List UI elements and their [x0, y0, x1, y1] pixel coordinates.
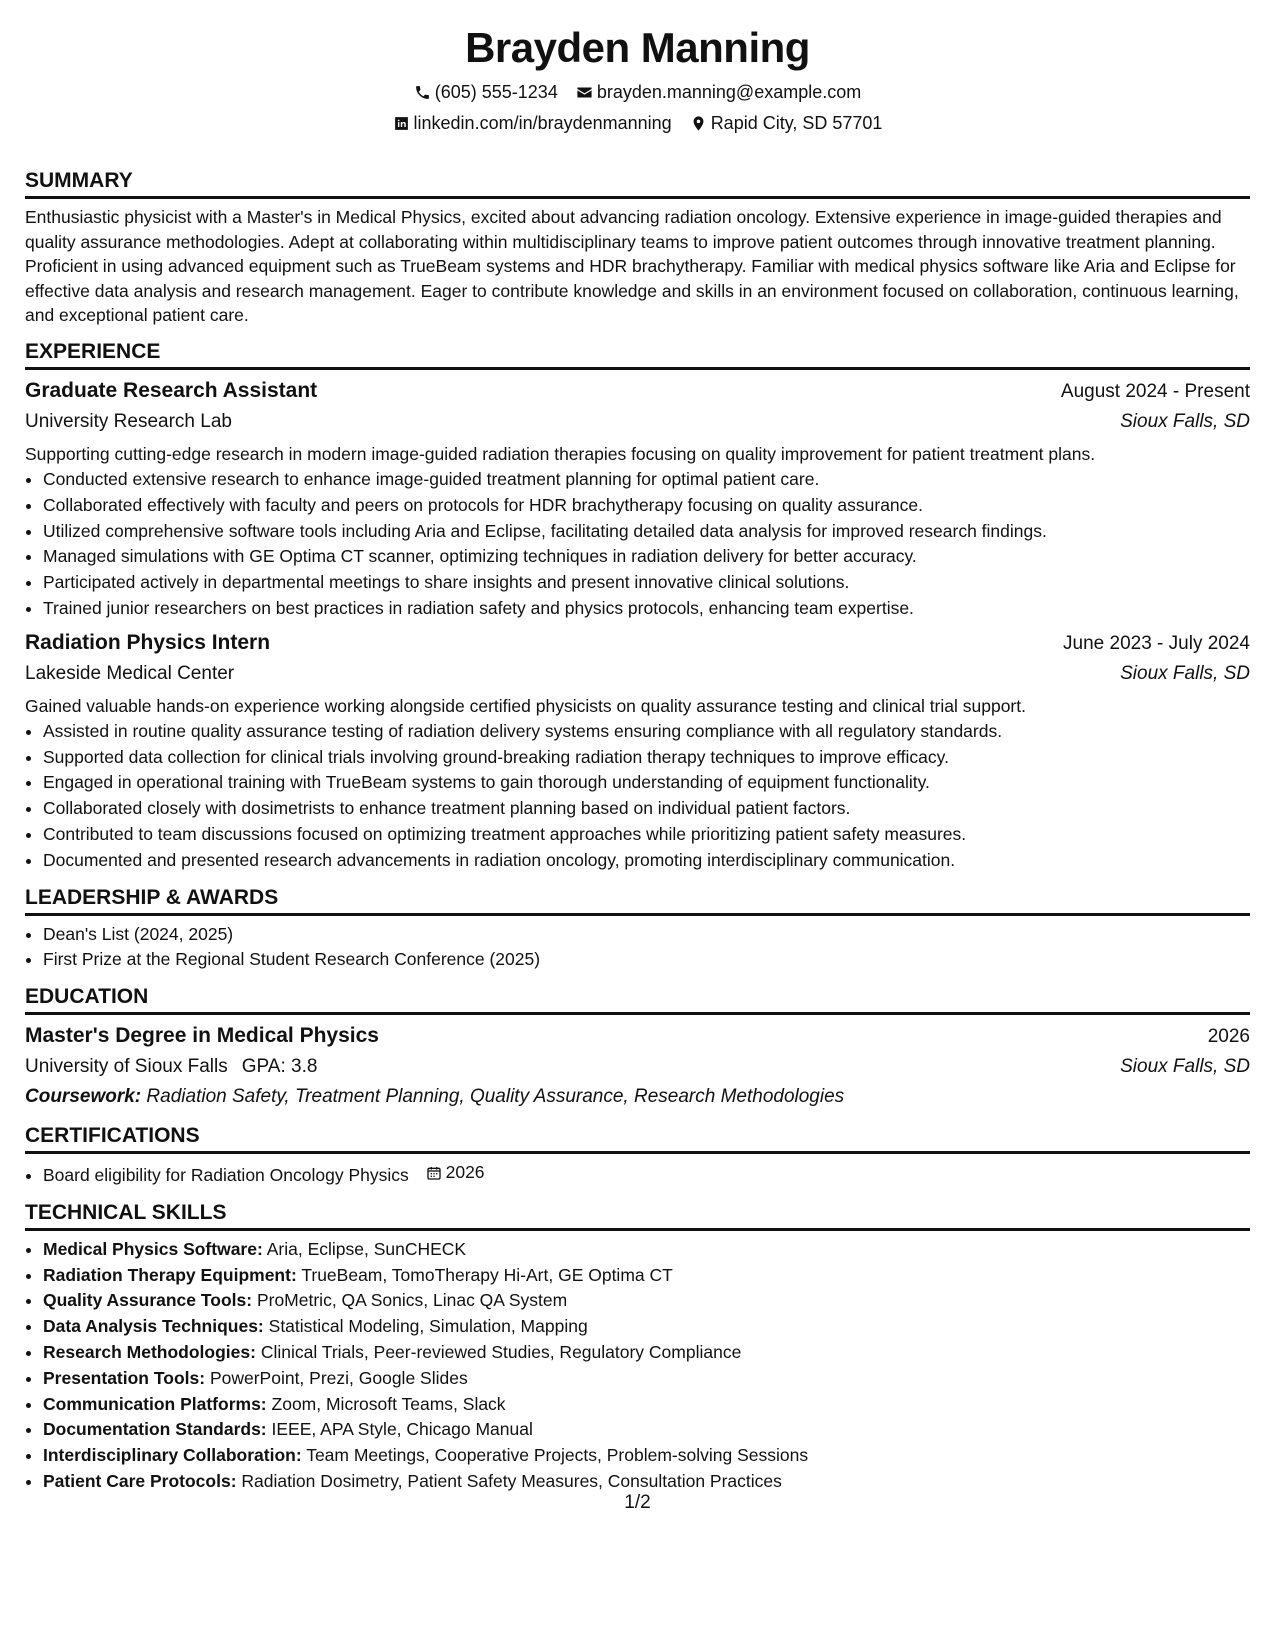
degree-year: 2026: [1207, 1026, 1250, 1048]
list-item: • Assisted in routine quality assurance testing of radiation delivery systems ensuring compliance with all regulatory standards.: [43, 719, 1250, 745]
job-organization: University Research Lab: [25, 410, 232, 432]
skill-value: ProMetric, QA Sonics, Linac QA System: [256, 1290, 568, 1311]
candidate-name: Brayden Manning: [465, 24, 810, 71]
coursework: [25, 1082, 1250, 1112]
gpa: GPA: 3.8: [241, 1056, 318, 1078]
certification-date: [426, 1160, 485, 1186]
linkedin-text: linkedin.com/in/braydenmanning: [413, 113, 672, 133]
section-title-experience: EXPERIENCE: [25, 340, 1250, 370]
skill-label: Quality Assurance Tools:: [43, 1290, 253, 1311]
certifications-list: [25, 1160, 1250, 1189]
certification-name: Board eligibility for Radiation Oncology Physics: [43, 1165, 409, 1186]
list-item: • Participated actively in departmental meetings to share insights and present innovative clinical solutions.: [43, 570, 1250, 596]
contact-location: [690, 112, 883, 134]
school-name: University of Sioux Falls: [25, 1056, 228, 1078]
skill-value: TrueBeam, TomoTherapy Hi-Art, GE Optima CT: [301, 1264, 673, 1285]
contact-row-2: [25, 112, 1250, 134]
contact-phone: [414, 81, 558, 103]
job-organization: Lakeside Medical Center: [25, 662, 235, 684]
list-item: • Managed simulations with GE Optima CT scanner, optimizing techniques in radiation delivery for better accuracy.: [43, 544, 1250, 570]
calendar-icon: [426, 1165, 442, 1181]
list-item: • First Prize at the Regional Student Research Conference (2025): [43, 947, 1250, 973]
certification-year: 2026: [445, 1162, 485, 1183]
envelope-icon: [576, 84, 593, 101]
skill-label: Research Methodologies:: [43, 1342, 256, 1362]
skill-value: IEEE, APA Style, Chicago Manual: [271, 1419, 533, 1440]
list-item: • Collaborated closely with dosimetrists to enhance treatment planning based on individual patient factors.: [43, 796, 1250, 822]
job-title: Radiation Physics Intern: [25, 630, 271, 654]
skills-list: [25, 1237, 1250, 1495]
school-line: [25, 1052, 317, 1082]
list-item: [43, 1288, 1250, 1314]
resume-page: [25, 0, 1250, 1495]
list-item: [43, 1314, 1250, 1340]
job-description: Gained valuable hands-on experience working alongside certified physicists on quality assurance testing and clinical trial support.: [25, 695, 1026, 716]
section-title-certifications: CERTIFICATIONS: [25, 1124, 1250, 1154]
skill-value: Aria, Eclipse, SunCHECK: [266, 1238, 467, 1259]
skill-label: Documentation Standards:: [43, 1419, 267, 1440]
list-item: [43, 1237, 1250, 1263]
skill-value: Statistical Modeling, Simulation, Mapping: [268, 1316, 588, 1337]
section-title-summary: SUMMARY: [25, 169, 1250, 199]
coursework-list: Radiation Safety, Treatment Planning, Quality Assurance, Research Methodologies: [146, 1086, 845, 1108]
job-entry: [25, 628, 1250, 874]
contact-linkedin[interactable]: [393, 112, 672, 134]
skill-value: Clinical Trials, Peer-reviewed Studies, Regulatory Compliance: [260, 1342, 742, 1362]
list-item: [43, 1160, 1250, 1189]
job-bullets: [25, 719, 1250, 874]
contact-row-1: [25, 81, 1250, 103]
linkedin-icon: [393, 115, 410, 132]
map-pin-icon: [690, 115, 707, 132]
list-item: • Documented and presented research advancements in radiation oncology, promoting interdisciplinary communication.: [43, 848, 1250, 874]
summary-text: Enthusiastic physicist with a Master's in Medical Physics, excited about advancing radiation oncology. Extensive experience in image-guided therapies and quality assurance methodologies. Adept at collaborating within multidisciplinary teams to improve patient outcomes through innovative treatment planning. Proficient in using advanced equipment such as TrueBeam systems and HDR brachytherapy. Familiar with medical physics software like Aria and Eclipse for effective data analysis and research management. Eager to contribute knowledge and skills in an environment focused on collaboration, continuous learning, and exceptional patient care.: [25, 207, 1239, 326]
skill-value: Radiation Dosimetry, Patient Safety Measures, Consultation Practices: [241, 1470, 782, 1491]
contact-email[interactable]: [576, 81, 861, 103]
list-item: [43, 1417, 1250, 1443]
phone-text: (605) 555-1234: [434, 82, 558, 102]
list-item: [43, 1366, 1250, 1392]
job-description: Supporting cutting-edge research in modern image-guided radiation therapies focusing on quality improvement for patient treatment plans.: [25, 443, 1096, 464]
section-title-leadership: LEADERSHIP & AWARDS: [25, 886, 1250, 916]
list-item: • Engaged in operational training with TrueBeam systems to gain thorough understanding of equipment functionality.: [43, 770, 1250, 796]
list-item: [43, 1469, 1250, 1495]
location-text: Rapid City, SD 57701: [710, 113, 883, 133]
list-item: [43, 1392, 1250, 1418]
list-item: [43, 1340, 1250, 1366]
list-item: • Utilized comprehensive software tools including Aria and Eclipse, facilitating detailed data analysis for improved research findings.: [43, 519, 1250, 545]
leadership-list: [25, 922, 1250, 974]
degree-title: Master's Degree in Medical Physics: [25, 1024, 379, 1048]
skill-value: Zoom, Microsoft Teams, Slack: [271, 1393, 506, 1414]
skill-value: PowerPoint, Prezi, Google Slides: [209, 1367, 468, 1388]
section-title-education: EDUCATION: [25, 985, 1250, 1015]
page-number: 1/2: [624, 1492, 651, 1513]
list-item: • Trained junior researchers on best practices in radiation safety and physics protocols, enhancing team expertise.: [43, 596, 1250, 622]
skill-label: Data Analysis Techniques:: [43, 1316, 264, 1337]
job-dates: June 2023 - July 2024: [1063, 632, 1250, 654]
skill-label: Interdisciplinary Collaboration:: [43, 1445, 302, 1466]
list-item: • Collaborated effectively with faculty and peers on protocols for HDR brachytherapy focusing on quality assurance.: [43, 493, 1250, 519]
job-location: Sioux Falls, SD: [1120, 410, 1250, 432]
skill-label: Medical Physics Software:: [43, 1238, 263, 1259]
list-item: [43, 1263, 1250, 1289]
skill-label: Patient Care Protocols:: [43, 1470, 237, 1491]
list-item: • Contributed to team discussions focused on optimizing treatment approaches while prioritizing patient safety measures.: [43, 822, 1250, 848]
list-item: • Conducted extensive research to enhance image-guided treatment planning for optimal patient care.: [43, 467, 1250, 493]
list-item: [43, 1443, 1250, 1469]
skill-label: Presentation Tools:: [43, 1367, 206, 1388]
skill-label: Communication Platforms:: [43, 1393, 267, 1414]
school-location: Sioux Falls, SD: [1120, 1056, 1250, 1078]
phone-icon: [414, 84, 431, 101]
skill-value: Team Meetings, Cooperative Projects, Problem-solving Sessions: [306, 1445, 809, 1466]
skill-label: Radiation Therapy Equipment:: [43, 1264, 297, 1285]
job-entry: [25, 376, 1250, 622]
email-text: brayden.manning@example.com: [596, 82, 862, 102]
list-item: • Supported data collection for clinical trials involving ground-breaking radiation therapy techniques to improve efficacy.: [43, 745, 1250, 771]
job-title: Graduate Research Assistant: [25, 378, 318, 402]
list-item: • Dean's List (2024, 2025): [43, 922, 1250, 948]
job-location: Sioux Falls, SD: [1120, 662, 1250, 684]
section-title-skills: TECHNICAL SKILLS: [25, 1201, 1250, 1231]
coursework-label: Coursework:: [25, 1086, 142, 1108]
job-bullets: [25, 467, 1250, 622]
job-dates: August 2024 - Present: [1060, 380, 1250, 402]
